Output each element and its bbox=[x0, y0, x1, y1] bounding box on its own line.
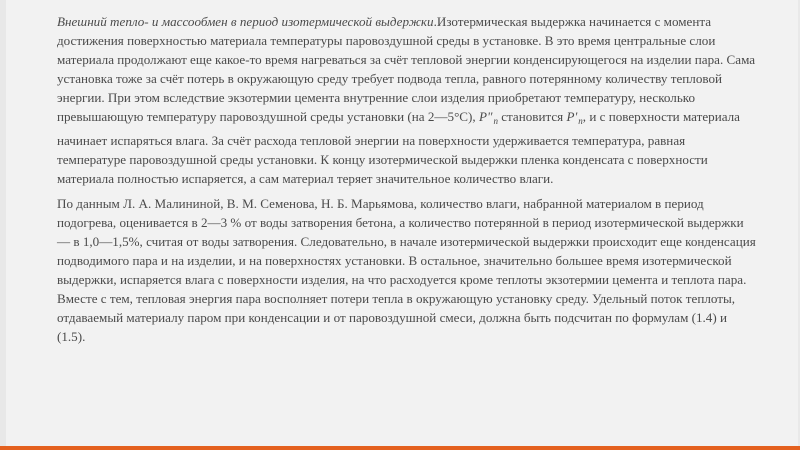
paragraph-1 bbox=[57, 12, 757, 188]
paragraph-2: По данным Л. А. Малининой, В. М. Семенова, Н. Б. Марьямова, количество влаги, набранной материалом в период подогрева, оценивается в 2—3 % от воды затворения бетона, а количество потерянной в период изотермической выдержки — в 1,0—1,5%, считая от воды затворения. Следовательно, в начале изотермической выдержки происходит еще конденсация подводимого пара и на изделии, и на поверхностях установки. В остальное, значительно большее время изотермической выдержки, испаряется влага с поверхности изделия, на что расходуется кроме теплоты экзотермии цемента и теплота пара. Вместе с тем, тепловая энергия пара восполняет потери тепла в окружающую установку среду. Удельный поток теплоты, отдаваемый материалу паром при конденсации и от паровоздушной смеси, должна быть подсчитан по формулам (1.4) и (1.5). bbox=[57, 196, 756, 344]
paragraph-1-text-c: , и с поверхности материала начинает испаряться влага. За счёт расхода тепловой энергии на поверхности удерживается температура, равная температуре паровоздушной среды установки. К концу изотермической выдержки пленка конденсата с поверхности материала полностью испаряется, а сам материал теряет значительное количество влаги. bbox=[57, 109, 740, 186]
symbol-p-prime-sub: п bbox=[578, 116, 583, 126]
symbol-p-double-prime bbox=[479, 109, 498, 124]
paragraph-1-heading: Внешний тепло- и массообмен в период изотермической выдержки bbox=[57, 14, 434, 29]
symbol-p-double-prime-sub: п bbox=[493, 116, 498, 126]
slide-accent-bar bbox=[0, 446, 800, 450]
symbol-p-prime-main: P' bbox=[566, 109, 578, 124]
slide-left-band bbox=[0, 0, 6, 450]
slide-text-body bbox=[57, 12, 757, 352]
symbol-p-prime bbox=[566, 109, 582, 124]
paragraph-1-text-b: становится bbox=[497, 109, 567, 124]
symbol-p-double-prime-main: P" bbox=[478, 109, 493, 124]
paragraph-1-text-a: Изотермическая выдержка начинается с момента достижения поверхностью материала температуры паровоздушной среды в установке. В это время центральные слои материала продолжают еще какое-то время нагреваться за счёт тепловой энергии конденсирующегося на изделии пара. Сама установка тоже за счёт потерь в окружающую среду требует подвода тепла, равного потерянному количеству тепловой энергии. При этом вследствие экзотермии цемента внутренние слои изделия приобретают температуру, несколько превышающую температуру паровоздушной среды установки (на 2—5°С), bbox=[57, 14, 756, 124]
paragraph-1-heading-dot: . bbox=[433, 14, 437, 29]
